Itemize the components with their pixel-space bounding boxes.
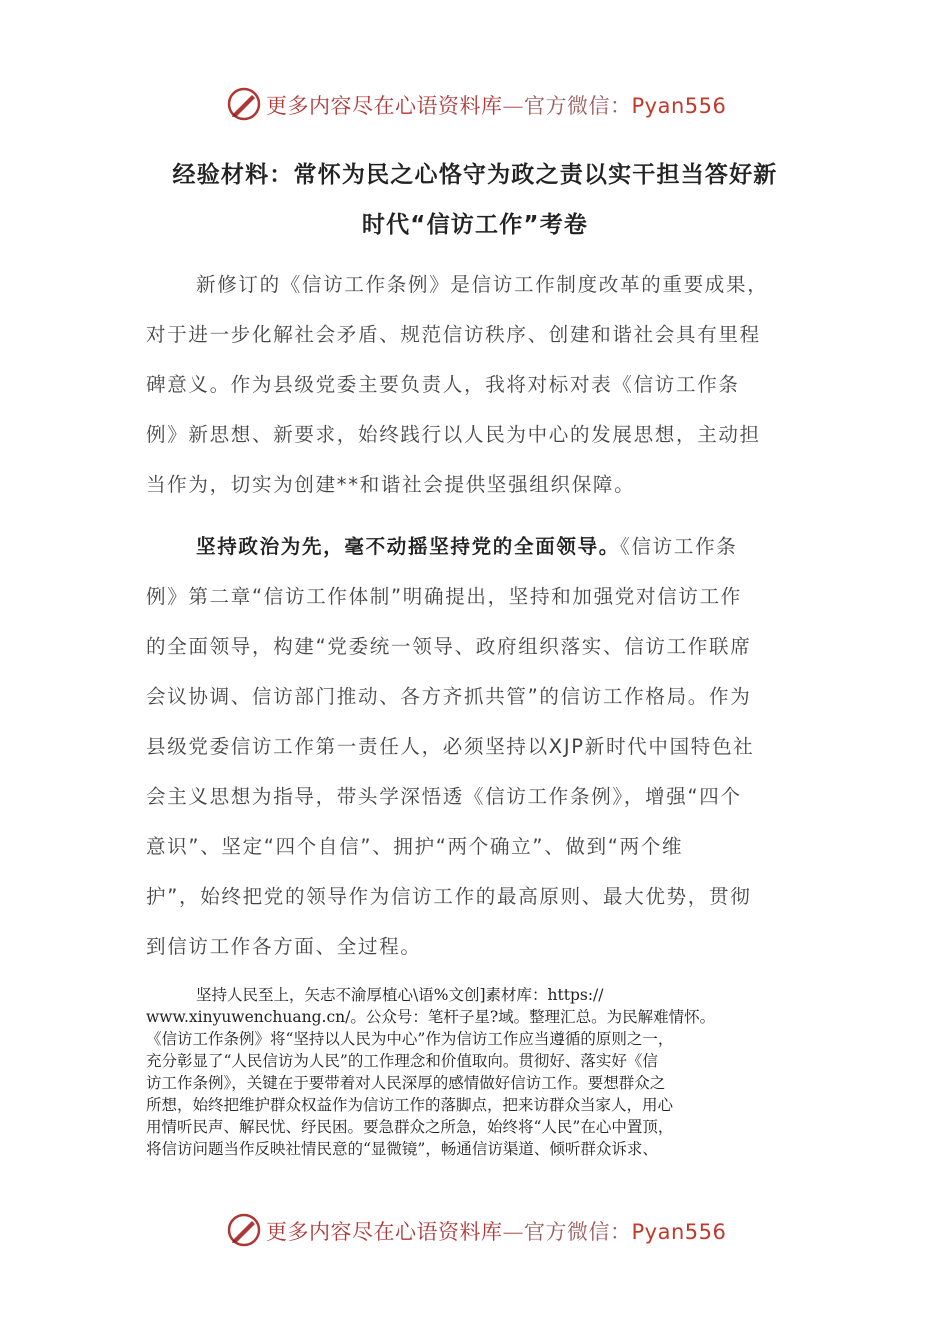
paragraph-line: 例》第二章“信访工作体制”明确提出，坚持和加强党对信访工作 [146,585,743,608]
intro-paragraph [146,260,806,510]
paragraph-line: 到信访工作各方面、全过程。 [146,935,422,958]
paragraph-line: 坚持政治为先，毫不动摇坚持党的全面领导。《信访工作条 [196,535,738,558]
banner-text: 更多内容尽在心语资料库—官方微信：Pyan556 [266,1220,727,1244]
paragraph-line: 所想，始终把维护群众权益作为信访工作的落脚点，把来访群众当家人，用心 [146,1096,674,1114]
paragraph-line: 例》新思想、新要求，始终践行以人民为中心的发展思想，主动担 [146,423,761,446]
paragraph-line: 当作为，切实为创建**和谐社会提供坚强组织保障。 [146,473,636,496]
paragraph-line: 碑意义。作为县级党委主要负责人，我将对标对表《信访工作条 [146,373,740,396]
paragraph-line: 对于进一步化解社会矛盾、规范信访秩序、创建和谐社会具有里程 [146,323,761,346]
paragraph-line: 新修订的《信访工作条例》是信访工作制度改革的重要成果， [196,273,769,296]
paragraph-line: www.xinyuwenchuang.cn/。公众号：笔杆子星?域。整理汇总。为民解难情怀。 [146,1008,716,1026]
paragraph-line: 《信访工作条例》将“坚持以人民为中心”作为信访工作应当遵循的原则之一， [146,1030,674,1048]
section-1-heading: 坚持政治为先，毫不动摇坚持党的全面领导。 [196,535,621,558]
paragraph-line: 用情听民声、解民忧、纾民困。要急群众之所急，始终将“人民”在心中置顶， [146,1118,674,1136]
paragraph-line: 坚持人民至上，矢志不渝厚植心\语%文创]素材库：https:// [196,986,604,1004]
paragraph-line: 会主义思想为指导，带头学深悟透《信访工作条例》，增强“四个 [146,785,742,808]
paragraph-line: 意识”、坚定“四个自信”、拥护“两个确立”、做到“两个维 [146,835,684,858]
document-title-line-1: 经验材料：常怀为民之心恪守为政之责以实干担当答好新 [172,162,778,188]
banner-text: 更多内容尽在心语资料库—官方微信：Pyan556 [266,94,727,118]
footer-banner [0,1210,950,1250]
paragraph-line: 访工作条例》，关键在于要带着对人民深厚的感情做好信访工作。要想群众之 [146,1074,666,1092]
paragraph-line: 的全面领导，构建“党委统一领导、政府组织落实、信访工作联席 [146,635,752,658]
header-banner [0,84,950,124]
section-2-paragraph [146,984,806,1160]
document-title-line-2: 时代“信访工作”考卷 [361,212,589,238]
paragraph-line: 护”，始终把党的领导作为信访工作的最高原则、最大优势，贯彻 [146,885,752,908]
pen-logo-icon [226,86,262,122]
paragraph-line: 将信访问题当作反映社情民意的“显微镜”，畅通信访渠道、倾听群众诉求、 [146,1140,658,1158]
paragraph-line: 充分彰显了“人民信访为人民”的工作理念和价值取向。贯彻好、落实好《信 [146,1052,658,1070]
pen-logo-icon [226,1212,262,1248]
paragraph-line: 会议协调、信访部门推动、各方齐抓共管”的信访工作格局。作为 [146,685,752,708]
paragraph-line: 县级党委信访工作第一责任人，必须坚持以XJP新时代中国特色社 [146,735,755,758]
section-1-paragraph [146,522,806,972]
